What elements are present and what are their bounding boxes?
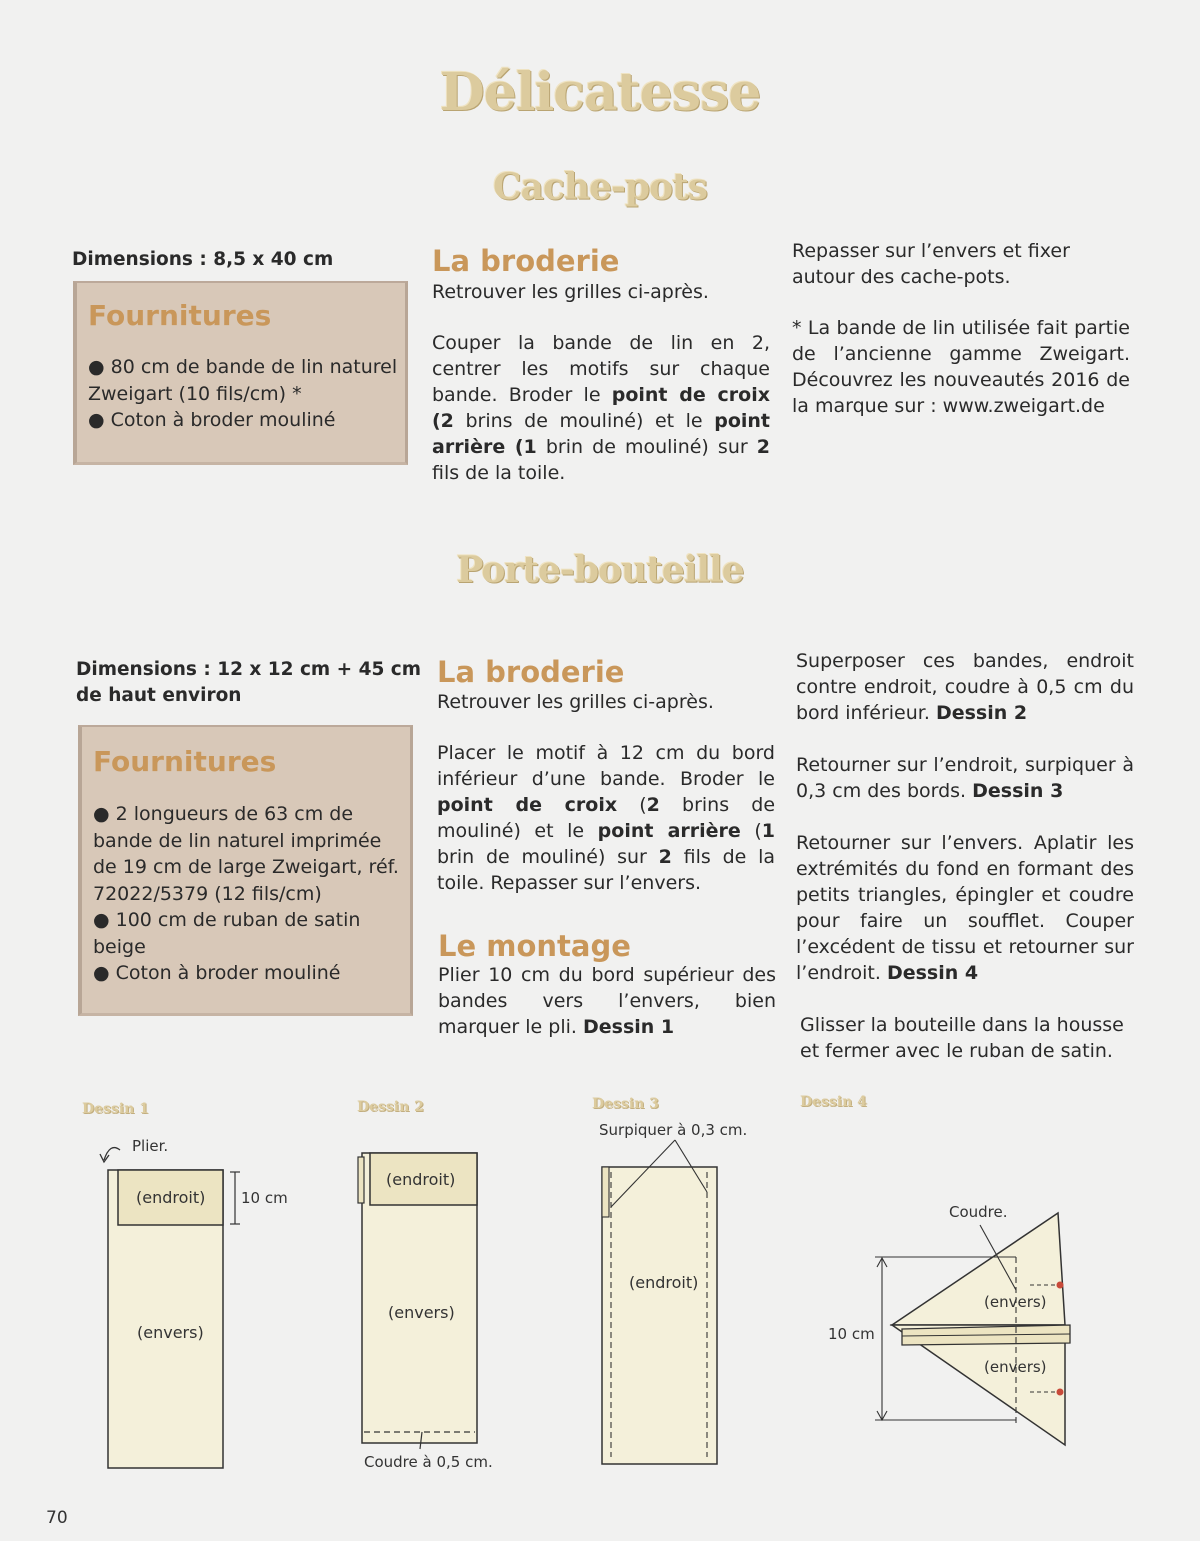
dessin-4-envers-top: (envers): [984, 1293, 1047, 1311]
dessin-3-endroit: (endroit): [629, 1273, 699, 1292]
bold-text: Dessin 2: [935, 702, 1028, 724]
porte-bouteille-right-p3: [796, 830, 1134, 986]
text: Retourner sur l’envers. Aplatir les extrémités du fond en formant des petits triangles, épingler et coudre pour faire un soufflet. Couper l’excédent de tissu et retourner sur l’endroit.: [796, 832, 1134, 984]
pin-icon: [1057, 1282, 1064, 1289]
fournitures-list: [93, 801, 411, 987]
bold-text: 2: [756, 436, 770, 458]
dessin-4-diagram: [820, 1195, 1080, 1465]
montage-p1: [438, 962, 776, 1040]
text: fils de la toile.: [432, 462, 566, 484]
cache-pots-right-p2: * La bande de lin utilisée fait partie de l’ancienne gamme Zweigart. Découvrez les nouveautés 2016 de la marque sur : www.zweigart.de: [792, 317, 1130, 417]
text: fils de la toile. Repasser sur l’envers.: [437, 846, 776, 894]
fournitures-item: ● 80 cm de bande de lin naturel Zweigart (10 fils/cm) *: [88, 356, 398, 405]
dessin-3-surpiquer: Surpiquer à 0,3 cm.: [599, 1121, 748, 1139]
pin-icon: [1057, 1389, 1064, 1396]
dessin-2-diagram: [350, 1145, 510, 1475]
porte-bouteille-broderie-p2: [437, 740, 775, 896]
bold-text: 2: [646, 794, 660, 816]
dessin-3-diagram: [585, 1112, 775, 1472]
cache-pots-fournitures-box: [73, 281, 408, 465]
text: Plier 10 cm du bord supérieur des bandes vers l’envers, bien marquer le pli.: [438, 964, 776, 1038]
porte-bouteille-fournitures-box: [78, 725, 413, 1016]
text: (: [617, 794, 647, 816]
dessin-4-label: Dessin 4: [800, 1094, 867, 1110]
text: Couper la bande de lin en 2, centrer les motifs sur chaque bande. Broder le: [432, 332, 770, 406]
bold-text: 1: [761, 820, 776, 842]
cache-pots-broderie-heading: La broderie: [432, 244, 620, 278]
porte-bouteille-broderie-heading: La broderie: [437, 655, 625, 689]
porte-bouteille-right-p1: [796, 648, 1134, 726]
section-title-cache-pots: Cache-pots: [493, 166, 707, 208]
dessin-2-endroit: (endroit): [386, 1170, 456, 1189]
fournitures-list: [88, 354, 406, 434]
dessin-2-envers: (envers): [388, 1303, 455, 1322]
page-title: Délicatesse: [439, 62, 761, 123]
cache-pots-right-p1: Repasser sur l’envers et fixer autour des cache-pots.: [792, 240, 1070, 288]
text: (: [740, 820, 762, 842]
fournitures-item: ● Coton à broder mouliné: [88, 409, 336, 431]
fournitures-title: Fournitures: [88, 299, 272, 332]
dessin-4-envers-bottom: (envers): [984, 1358, 1047, 1376]
section-title-porte-bouteille: Porte-bouteille: [456, 549, 744, 591]
page-number: 70: [46, 1508, 68, 1528]
dessin-1-dim: 10 cm: [241, 1189, 288, 1207]
fournitures-item: ● 100 cm de ruban de satin beige: [93, 909, 361, 958]
fournitures-item: ● Coton à broder mouliné: [93, 962, 341, 984]
porte-bouteille-right-p2: [796, 752, 1134, 804]
dessin-1-envers: (envers): [137, 1323, 204, 1342]
dessin-2-label: Dessin 2: [357, 1099, 424, 1115]
text: brin de mouliné) sur: [437, 846, 659, 868]
cache-pots-dimensions: Dimensions : 8,5 x 40 cm: [72, 249, 334, 270]
bold-text: Dessin 1: [582, 1016, 675, 1038]
bold-text: point arrière (1: [432, 410, 770, 458]
text: Placer le motif à 12 cm du bord inférieur d’une bande. Broder le: [437, 742, 775, 790]
fournitures-item: ● 2 longueurs de 63 cm de bande de lin naturel imprimée de 19 cm de large Zweigart, réf. 72022/5379 (12 fils/cm): [93, 803, 399, 905]
text: brins de mouliné) et le: [453, 410, 715, 432]
text: brins de mouliné) et le: [437, 794, 776, 842]
bold-text: 2: [658, 846, 672, 868]
dessin-3-label: Dessin 3: [592, 1096, 659, 1112]
bold-text: Dessin 3: [972, 780, 1064, 802]
dessin-1-plier: Plier.: [132, 1137, 169, 1155]
dessin-1-label: Dessin 1: [82, 1101, 149, 1117]
porte-bouteille-broderie-p1: Retrouver les grilles ci-après.: [437, 691, 714, 713]
bold-text: point de croix (2: [432, 384, 770, 432]
dessin-1-endroit: (endroit): [136, 1188, 206, 1207]
dessin-4-dim: 10 cm: [828, 1325, 875, 1343]
bold-text: point arrière: [597, 820, 741, 842]
porte-bouteille-dimensions: Dimensions : 12 x 12 cm + 45 cm de haut environ: [76, 659, 422, 706]
cache-pots-broderie-p2: [432, 330, 770, 486]
dessin-4-coudre: Coudre.: [949, 1203, 1008, 1221]
text: Superposer ces bandes, endroit contre endroit, coudre à 0,5 cm du bord inférieur.: [796, 650, 1134, 724]
porte-bouteille-right-p4: Glisser la bouteille dans la housse et fermer avec le ruban de satin.: [800, 1014, 1124, 1062]
montage-heading: Le montage: [438, 929, 631, 963]
dessin-2-coudre: Coudre à 0,5 cm.: [364, 1453, 493, 1471]
bold-text: point de croix: [437, 794, 618, 816]
dessin-1-diagram: [90, 1130, 300, 1470]
dessin-3-strip: [602, 1167, 717, 1464]
text: Retourner sur l’endroit, surpiquer à 0,3 cm des bords.: [796, 754, 1134, 802]
bold-text: Dessin 4: [886, 962, 979, 984]
text: brin de mouliné) sur: [536, 436, 757, 458]
fournitures-title: Fournitures: [93, 745, 277, 778]
cache-pots-broderie-p1: Retrouver les grilles ci-après.: [432, 281, 709, 303]
